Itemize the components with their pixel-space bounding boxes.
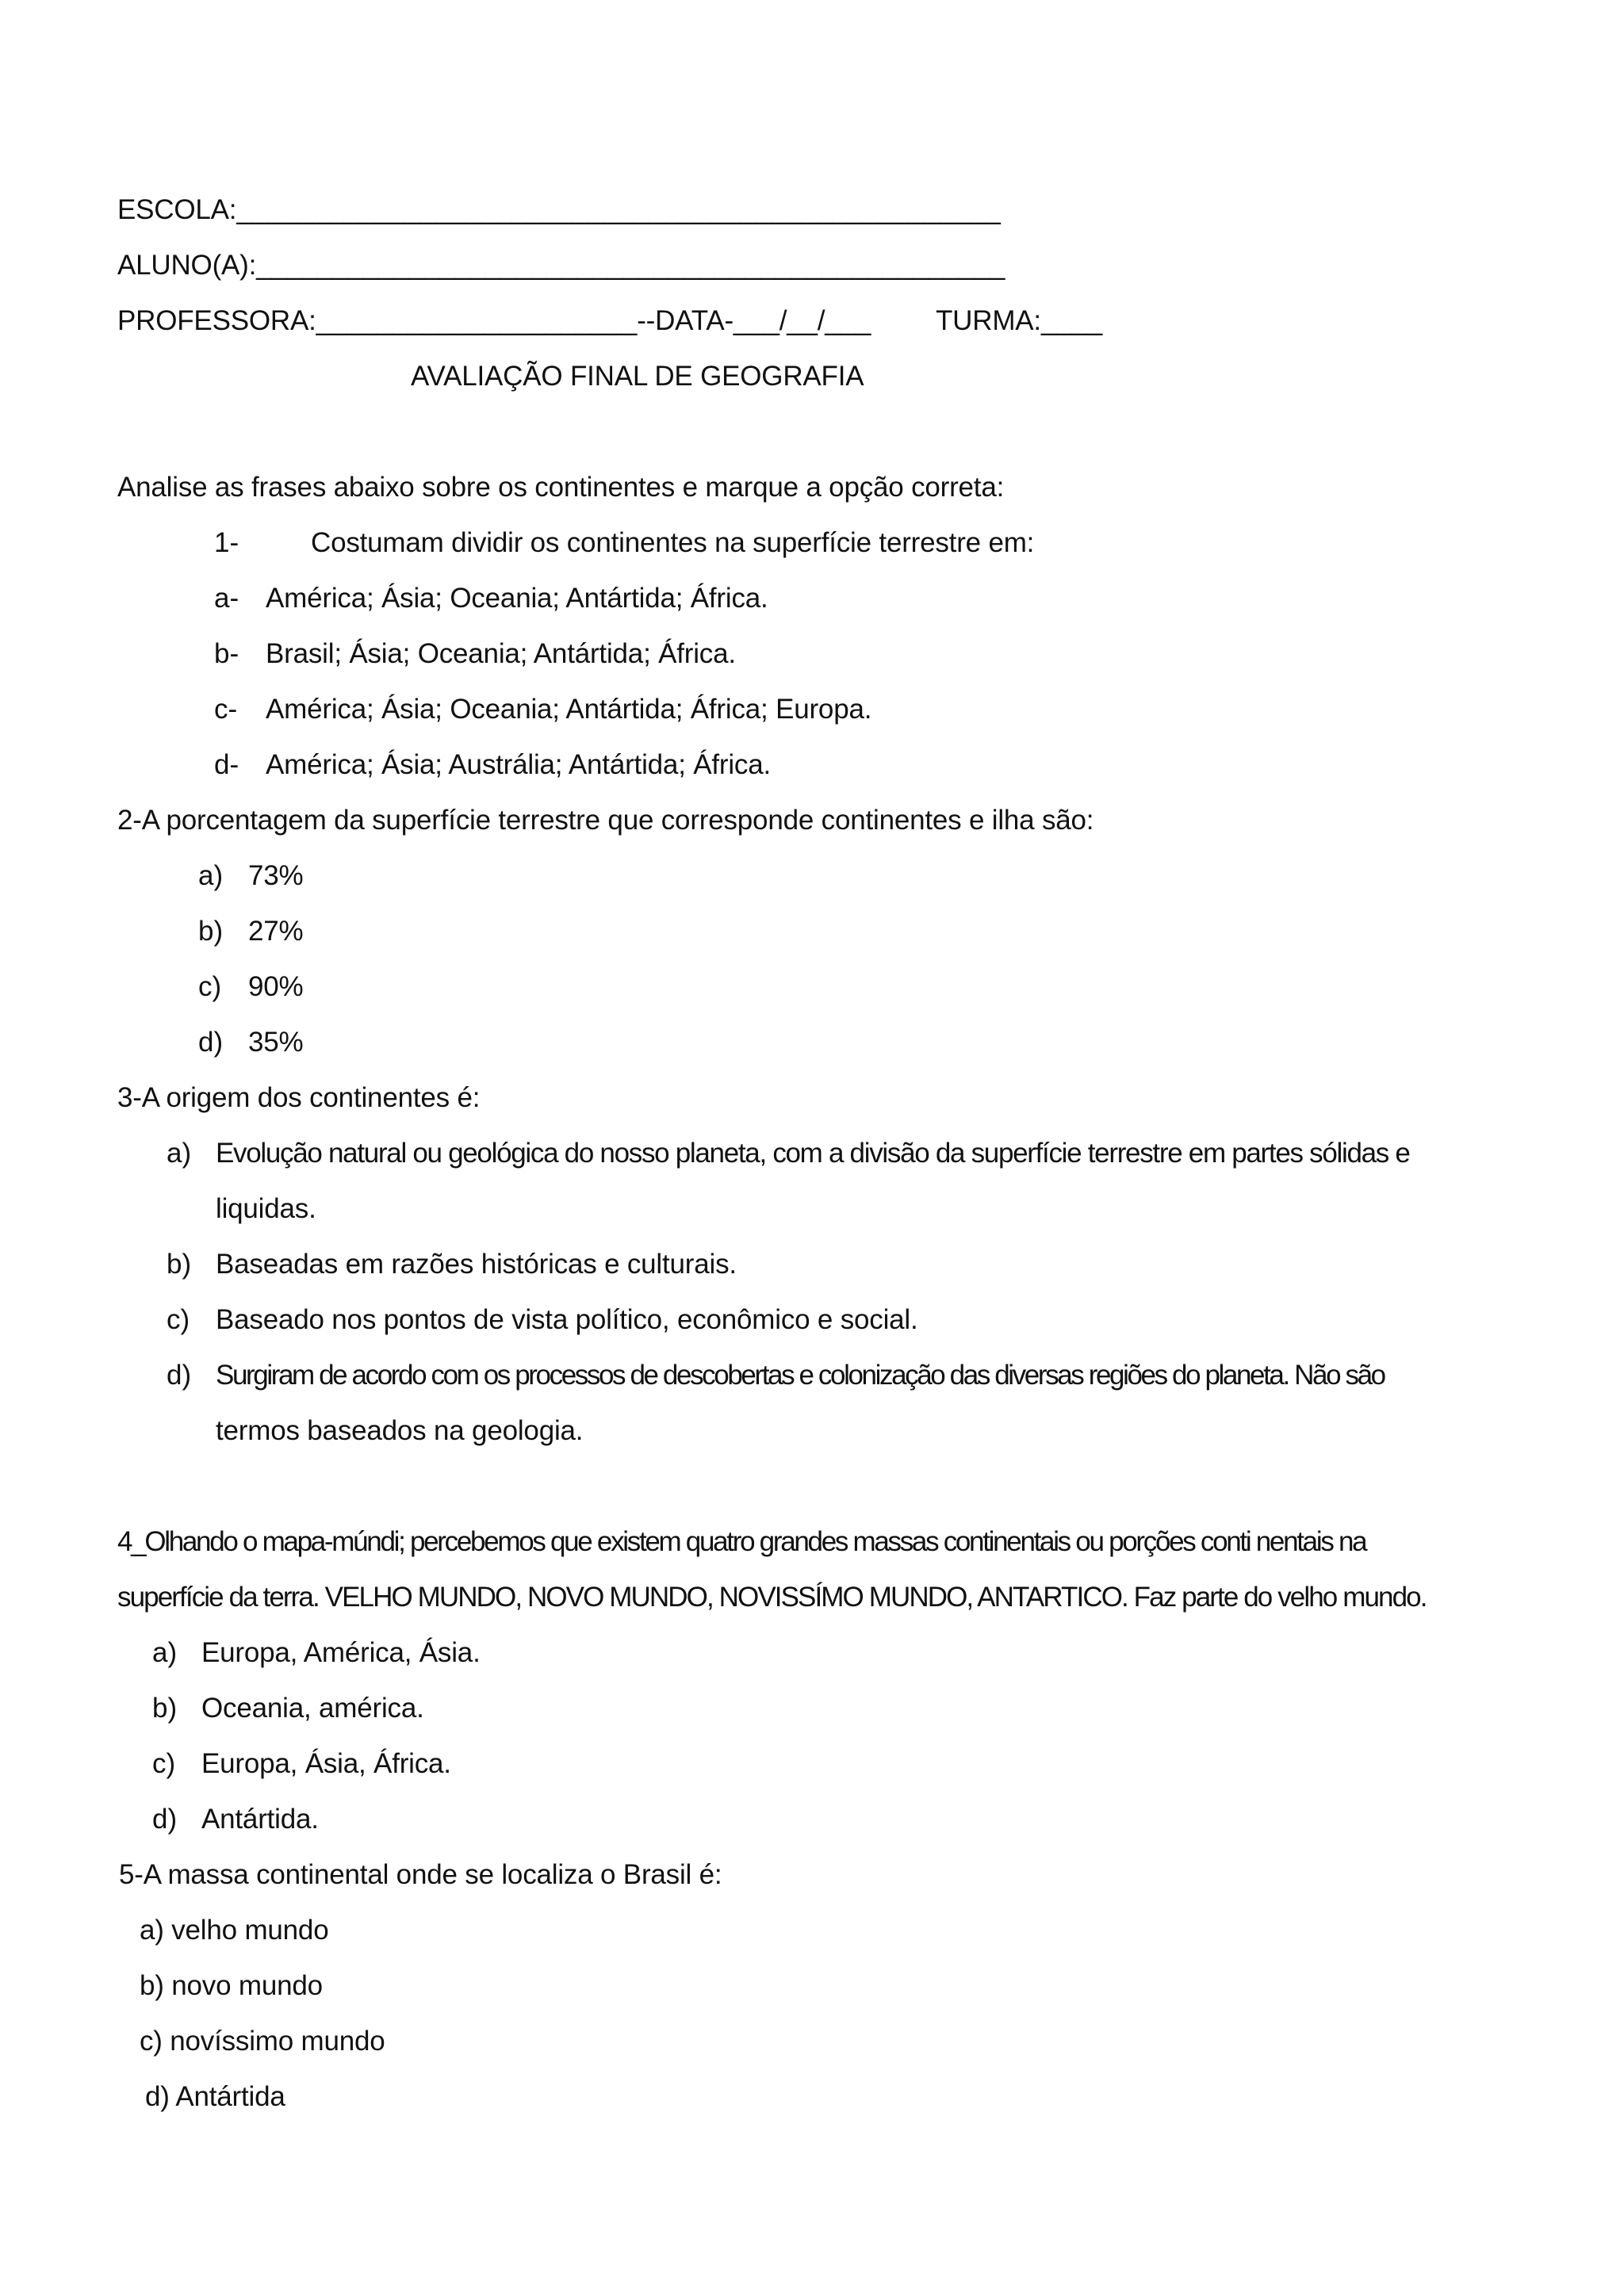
question-5-text: 5-A massa continental onde se localiza o Brasil é: bbox=[119, 1859, 722, 1890]
option-marker: d) bbox=[198, 1027, 224, 1058]
option-marker: b) bbox=[152, 1693, 178, 1724]
option-marker: c) bbox=[152, 1748, 176, 1779]
question-3-text: 3-A origem dos continentes é: bbox=[117, 1082, 481, 1113]
option-text: b) novo mundo bbox=[140, 1970, 323, 2001]
question-1-text: Costumam dividir os continentes na superfície terrestre em: bbox=[311, 527, 1035, 558]
option-marker: a- bbox=[214, 583, 239, 614]
page-title: AVALIAÇÃO FINAL DE GEOGRAFIA bbox=[411, 361, 864, 392]
option-marker: b) bbox=[167, 1249, 192, 1280]
option-marker: d) bbox=[167, 1360, 192, 1391]
school-field: ESCOLA:__________________________________________________ bbox=[117, 194, 1001, 225]
option-marker: a) bbox=[152, 1637, 178, 1668]
option-marker: b- bbox=[214, 638, 239, 669]
option-text: d) Antártida bbox=[145, 2081, 285, 2112]
option-text: 73% bbox=[248, 860, 304, 891]
option-text: Surgiram de acordo com os processos de descobertas e colonização das diversas regiões do planeta. Não são bbox=[216, 1360, 1385, 1391]
instructions: Analise as frases abaixo sobre os continentes e marque a opção correta: bbox=[117, 472, 1005, 503]
option-text: Evolução natural ou geológica do nosso planeta, com a divisão da superfície terrestre em partes sólidas e bbox=[216, 1138, 1410, 1169]
option-text: Europa, Ásia, África. bbox=[201, 1748, 451, 1779]
question-number: 1- bbox=[214, 527, 239, 558]
option-text: América; Ásia; Austrália; Antártida; África. bbox=[266, 749, 772, 780]
question-2-text: 2-A porcentagem da superfície terrestre que corresponde continentes e ilha são: bbox=[117, 805, 1094, 836]
option-text: c) novíssimo mundo bbox=[140, 2026, 385, 2057]
option-text-continued: termos baseados na geologia. bbox=[216, 1415, 584, 1446]
option-text: 90% bbox=[248, 971, 304, 1002]
option-text: 35% bbox=[248, 1027, 304, 1058]
option-text: a) velho mundo bbox=[140, 1915, 329, 1946]
option-marker: d- bbox=[214, 749, 239, 780]
option-marker: a) bbox=[167, 1138, 192, 1169]
option-text: 27% bbox=[248, 916, 304, 947]
option-text: América; Ásia; Oceania; Antártida; África. bbox=[266, 583, 768, 614]
student-field: ALUNO(A):_________________________________________________ bbox=[117, 250, 1005, 281]
option-marker: c) bbox=[167, 1304, 190, 1335]
option-text: América; Ásia; Oceania; Antártida; África; Europa. bbox=[266, 694, 872, 725]
option-marker: a) bbox=[198, 860, 224, 891]
option-text: Oceania, américa. bbox=[201, 1693, 424, 1724]
option-marker: d) bbox=[152, 1804, 178, 1835]
option-text: Antártida. bbox=[201, 1804, 319, 1835]
question-4-text: 4_Olhando o mapa-múndi; percebemos que existem quatro grandes massas continentais ou porções conti nentais na bbox=[117, 1526, 1366, 1557]
question-4-text-continued: superfície da terra. VELHO MUNDO, NOVO MUNDO, NOVISSÍMO MUNDO, ANTARTICO. Faz parte do velho mundo. bbox=[117, 1582, 1427, 1613]
option-marker: c- bbox=[214, 694, 238, 725]
option-text-continued: liquidas. bbox=[216, 1193, 316, 1224]
option-text: Europa, América, Ásia. bbox=[201, 1637, 481, 1668]
class-field: TURMA:____ bbox=[936, 305, 1103, 336]
option-text: Baseadas em razões históricas e culturais. bbox=[216, 1249, 737, 1280]
option-marker: b) bbox=[198, 916, 224, 947]
option-text: Brasil; Ásia; Oceania; Antártida; África. bbox=[266, 638, 736, 669]
option-marker: c) bbox=[198, 971, 222, 1002]
teacher-date-field: PROFESSORA:_____________________--DATA-___/__/___ bbox=[117, 305, 871, 336]
option-text: Baseado nos pontos de vista político, econômico e social. bbox=[216, 1304, 918, 1335]
